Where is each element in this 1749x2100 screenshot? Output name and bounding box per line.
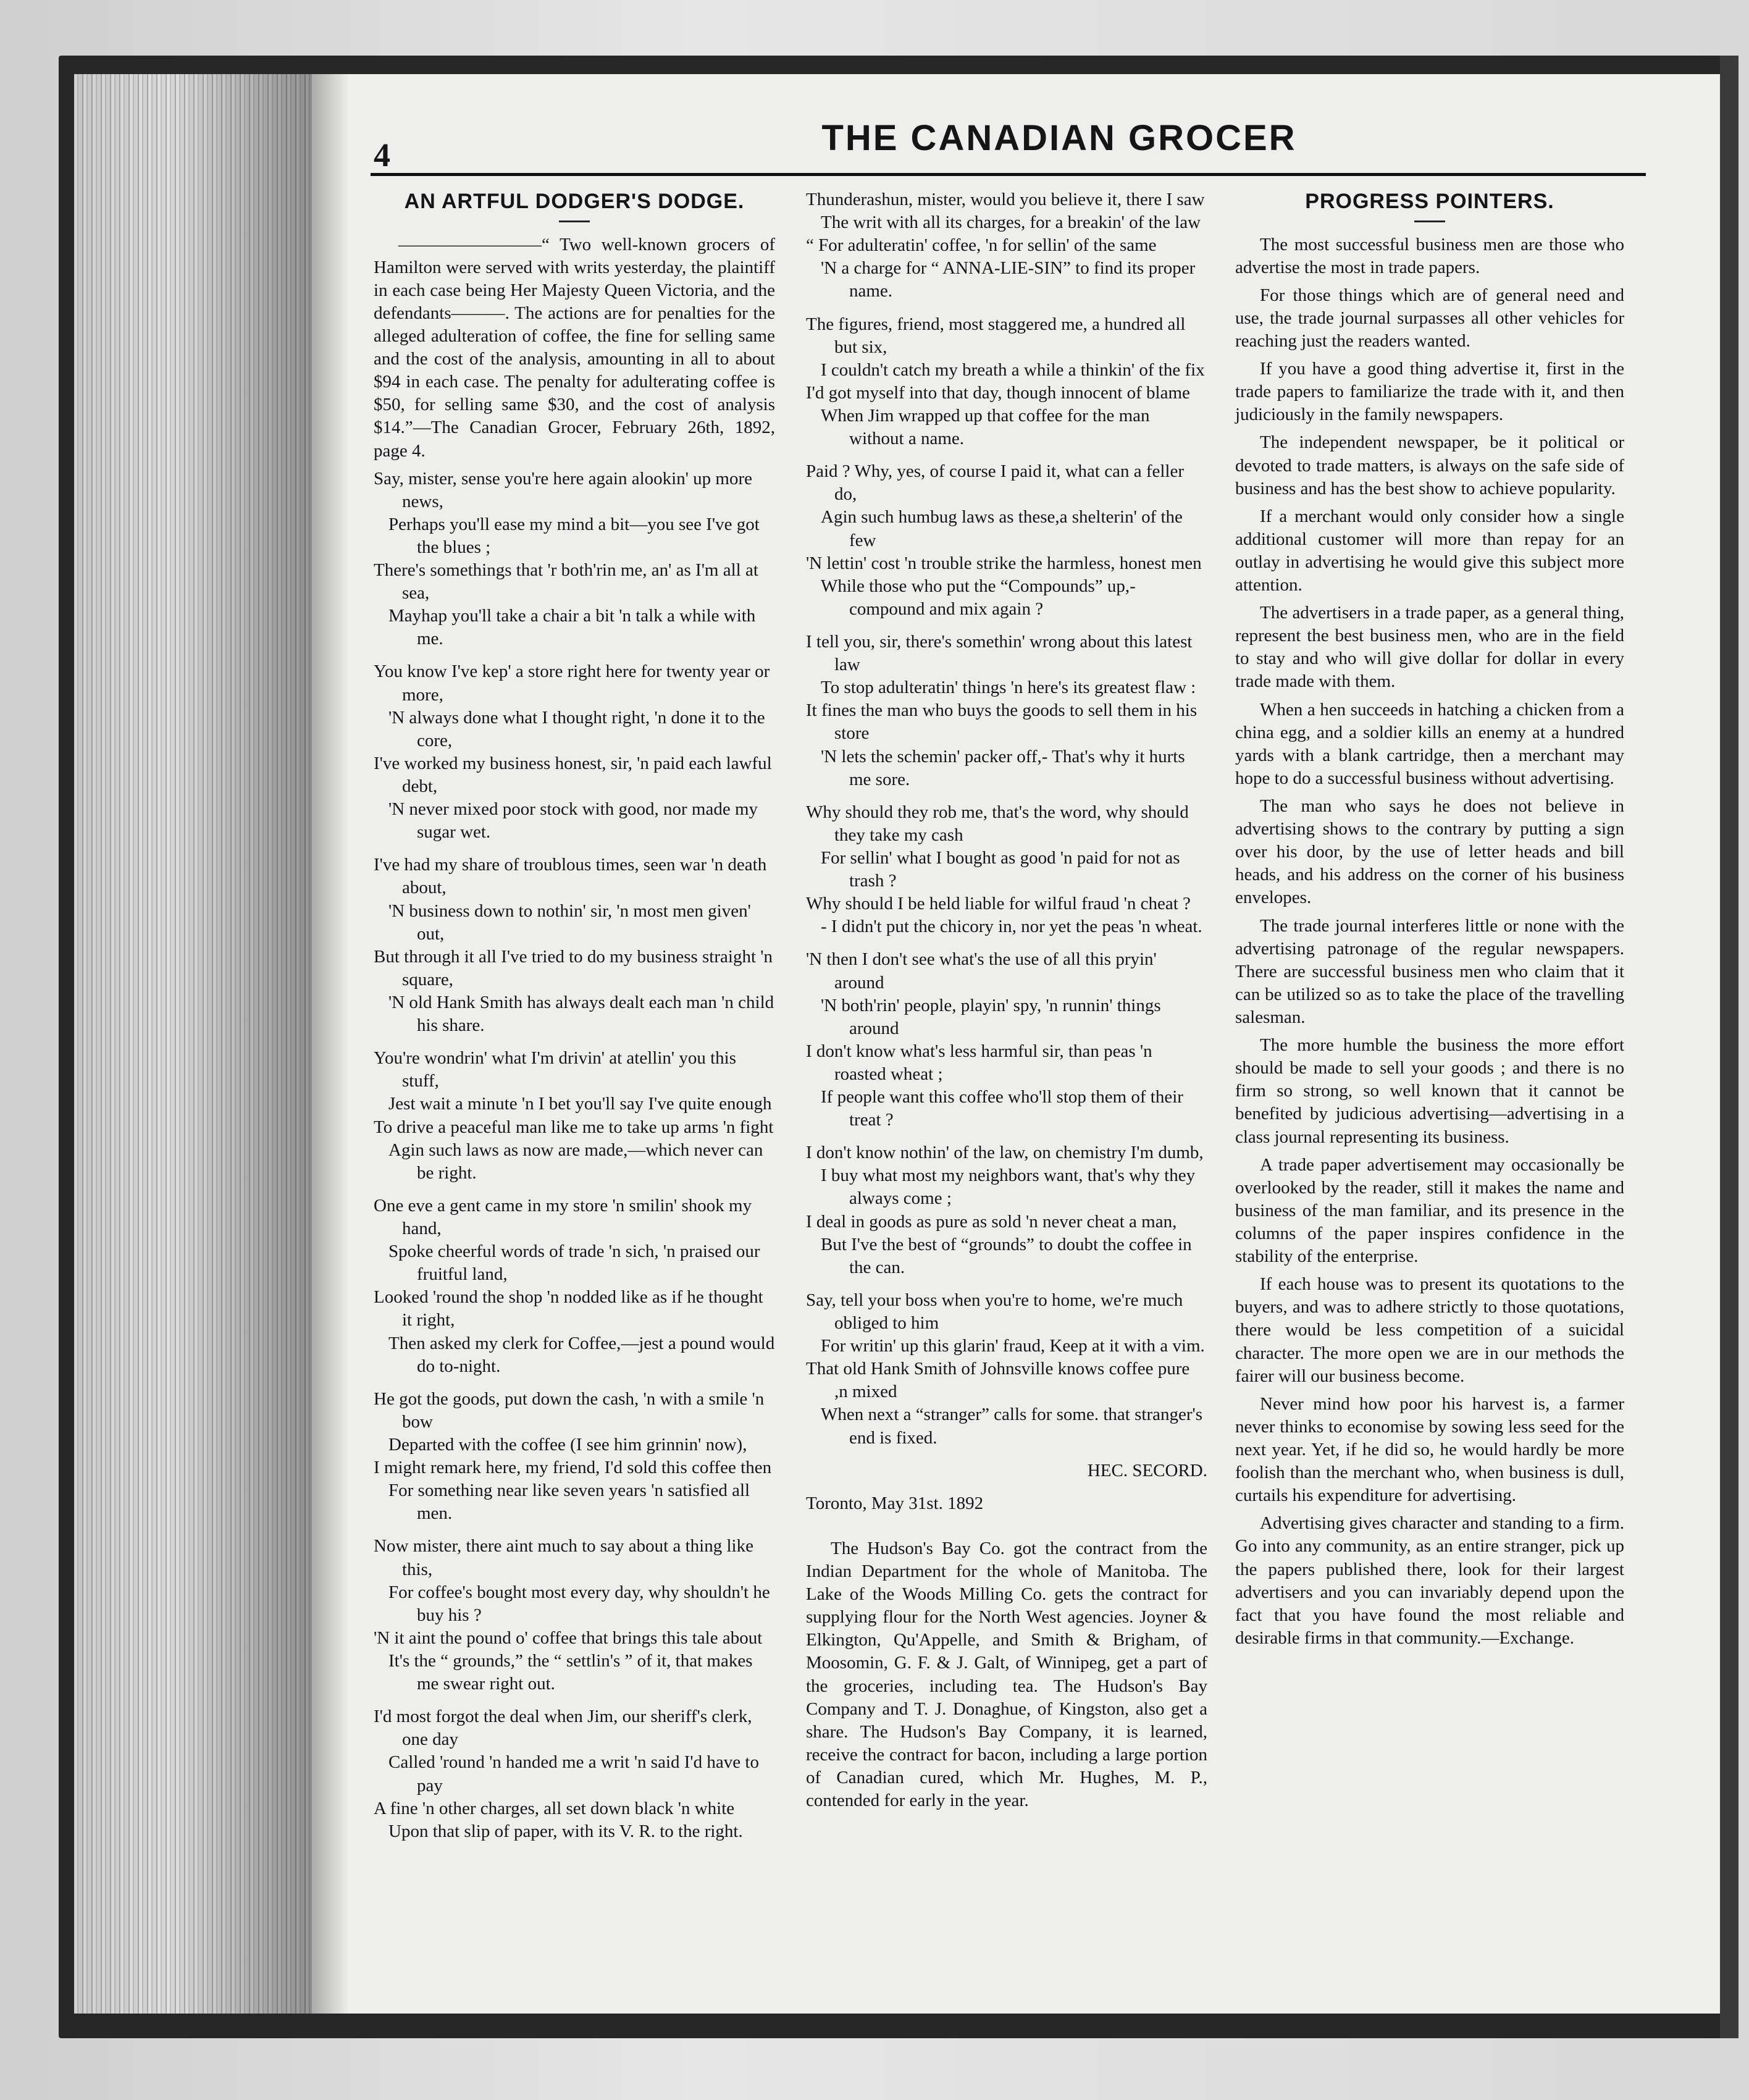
- poem-line: For sellin' what I bought as good 'n paid for not as trash ?: [821, 847, 1180, 891]
- poem-line: That old Hank Smith of Johnsville knows coffee pure ,n mixed: [806, 1359, 1190, 1402]
- poem-line: 'N a charge for “ ANNA-LIE-SIN” to find its proper name.: [821, 258, 1196, 301]
- poem-stanza: [806, 313, 1207, 451]
- poem-line: It fines the man who buys the goods to sell them in his store: [806, 700, 1197, 744]
- poem-part-two: [806, 188, 1207, 1450]
- article-intro: ————————“ Two well-known grocers of Hamilton were served with writs yesterday, the plaintiff in each case being Her Majesty Queen Victoria, and the defendants———. The actions are for penalties for the alleged adulteration of coffee, the fine for selling same and the cost of the analysis, amounting in all to about $94 in each case. The penalty for adulterating coffee is $50, for selling same $30, and the cost of analysis $14.”—The Canadian Grocer, February 26th, 1892, page 4.: [374, 234, 775, 461]
- pointer-paragraph: When a hen succeeds in hatching a chicken from a china egg, and a soldier kills an enemy at a hundred yards with a blank cartridge, then a merchant may hope to do a successful business without advertising.: [1235, 699, 1624, 788]
- poem-line: You're wondrin' what I'm drivin' at atellin' you this stuff,: [374, 1048, 737, 1091]
- poem-line: Called 'round 'n handed me a writ 'n said I'd have to pay: [388, 1752, 759, 1796]
- poem-line: Why should they rob me, that's the word, why should they take my cash: [806, 802, 1189, 845]
- poem-line: I might remark here, my friend, I'd sold this coffee then: [374, 1458, 772, 1478]
- poem-stanza: [374, 1047, 775, 1185]
- poem-stanza: [374, 1195, 775, 1378]
- poem-stanza: [806, 1141, 1207, 1279]
- pointer-paragraph: Advertising gives character and standing to a firm. Go into any community, as an entire stranger, pick up the papers published there, look for their largest advertisers and you can invariably depend upon the fact that you have found the most reliable and desirable firms in that community.—Exchange.: [1235, 1513, 1624, 1648]
- article-heading: AN ARTFUL DODGER'S DODGE.: [374, 188, 775, 222]
- poem-line: Now mister, there aint much to say about a thing like this,: [374, 1536, 753, 1579]
- binding-edge: [1720, 56, 1739, 2038]
- pointer-paragraph: The man who says he does not believe in advertising shows to the contrary by putting a sign over his door, by the use of letter heads and bill heads, and his address on the corner of his business envelopes.: [1235, 796, 1624, 908]
- poem-line: 'N old Hank Smith has always dealt each man 'n child his share.: [388, 993, 774, 1036]
- poem-line: I deal in goods as pure as sold 'n never cheat a man,: [806, 1211, 1177, 1232]
- pointer-paragraph: The more humble the business the more effort should be made to sell your goods ; and there is no firm so strong, so well known that it cannot be benefited by judicious advertising—advertising in a class journal representing its business.: [1235, 1035, 1624, 1147]
- section-heading: PROGRESS POINTERS.: [1235, 188, 1624, 222]
- poem-line: While those who put the “Compounds” up,-compound and mix again ?: [821, 576, 1136, 619]
- poem-line: I buy what most my neighbors want, that's why they always come ;: [821, 1166, 1196, 1209]
- poem-line: For something near like seven years 'n satisfied all men.: [388, 1480, 750, 1524]
- poem-line: But I've the best of “grounds” to doubt the coffee in the can.: [821, 1234, 1192, 1277]
- newspaper-page: [312, 74, 1720, 2014]
- column-right: [1235, 188, 1624, 1655]
- pointer-paragraph: The advertisers in a trade paper, as a general thing, represent the best business men, who are in the field to stay and who will give dollar for dollar in every trade made with them.: [1235, 603, 1624, 692]
- poem-stanza: [374, 1535, 775, 1695]
- poem-stanza: [806, 801, 1207, 939]
- poem-line: To drive a peaceful man like me to take up arms 'n fight: [374, 1117, 774, 1137]
- poem-line: Agin such humbug laws as these,a shelterin' of the few: [821, 507, 1183, 550]
- poem-line: 'N both'rin' people, playin' spy, 'n runnin' things around: [821, 995, 1161, 1038]
- poem-line: 'N never mixed poor stock with good, nor made my sugar wet.: [388, 799, 758, 842]
- poem-line: I tell you, sir, there's somethin' wrong about this latest law: [806, 631, 1193, 675]
- poem-line: I don't know what's less harmful sir, than peas 'n roasted wheat ;: [806, 1041, 1152, 1084]
- pointer-paragraph: For those things which are of general need and use, the trade journal surpasses all other vehicles for reaching just the readers wanted.: [1235, 285, 1624, 351]
- poem-line: To stop adulteratin' things 'n here's its greatest flaw :: [821, 678, 1196, 698]
- poem-line: When Jim wrapped up that coffee for the man without a name.: [821, 405, 1150, 449]
- poem-line: The figures, friend, most staggered me, a hundred all but six,: [806, 314, 1186, 357]
- poem-line: I'd got myself into that day, though innocent of blame: [806, 382, 1190, 403]
- progress-pointers-list: [1235, 233, 1624, 1650]
- poem-line: 'N it aint the pound o' coffee that brings this tale about: [374, 1628, 763, 1648]
- pointer-paragraph: If a merchant would only consider how a single additional customer will more than repay for an outlay in advertising he would give this subject more attention.: [1235, 506, 1624, 595]
- page-number: 4: [374, 136, 390, 174]
- poem-stanza: [806, 1289, 1207, 1450]
- poem-line: - I didn't put the chicory in, nor yet the peas 'n wheat.: [821, 917, 1202, 937]
- pointer-paragraph: Never mind how poor his harvest is, a farmer never thinks to economise by sowing less seed for the next year. Yet, if he did so, he would hardly be more foolish than the merchant who, when business is dull, curtails his expenditure for advertising.: [1235, 1393, 1624, 1506]
- poem-line: Why should I be held liable for wilful fraud 'n cheat ?: [806, 894, 1191, 914]
- poem-stanza: [806, 948, 1207, 1132]
- poem-line: Thunderashun, mister, would you believe it, there I saw: [806, 190, 1205, 209]
- poem-line: “ For adulteratin' coffee, 'n for sellin' of the same: [806, 235, 1157, 256]
- poem-line: 'N always done what I thought right, 'n done it to the core,: [388, 707, 765, 750]
- poem-stanza: [806, 188, 1207, 303]
- poem-line: 'N lets the schemin' packer off,- That's why it hurts me sore.: [821, 746, 1185, 789]
- poem-line: One eve a gent came in my store 'n smilin' shook my hand,: [374, 1195, 752, 1238]
- poem-line: For writin' up this glarin' fraud, Keep at it with a vim.: [821, 1336, 1205, 1356]
- poem-line: Jest wait a minute 'n I bet you'll say I've quite enough: [388, 1094, 772, 1114]
- poem-line: Paid ? Why, yes, of course I paid it, what can a feller do,: [806, 461, 1185, 505]
- poem-line: When next a “stranger” calls for some. that stranger's end is fixed.: [821, 1405, 1203, 1448]
- poem-line: Departed with the coffee (I see him grinnin' now),: [388, 1434, 747, 1455]
- poem-line: But through it all I've tried to do my business straight 'n square,: [374, 946, 773, 989]
- poem-part-one: [374, 468, 775, 1843]
- poem-stanza: [806, 460, 1207, 621]
- poem-line: Spoke cheerful words of trade 'n sich, 'n praised our fruitful land,: [388, 1241, 760, 1285]
- poem-line: Say, tell your boss when you're to home, we're much obliged to him: [806, 1290, 1183, 1334]
- poem-stanza: [374, 1705, 775, 1843]
- poem-line: 'N then I don't see what's the use of all this pryin' around: [806, 949, 1157, 993]
- pointer-paragraph: The independent newspaper, be it political or devoted to trade matters, is always on the safe side of business and has the best show to achieve popularity.: [1235, 432, 1624, 498]
- poem-line: I've worked my business honest, sir, 'n paid each lawful debt,: [374, 753, 772, 797]
- page-stack-edge: [74, 74, 315, 2014]
- pointer-paragraph: A trade paper advertisement may occasionally be overlooked by the reader, still it makes the name and business of the man familiar, and its presence in the columns of the paper inspires confidence in the stability of the enterprise.: [1235, 1154, 1624, 1267]
- news-item: The Hudson's Bay Co. got the contract from the Indian Department for the whole of Manitoba. The Lake of the Woods Milling Co. gets the contract for supplying flour for the North West agencies. Joyner & Elkington, Qu'Appelle, and Smith & Brigham, of Moosomin, G. F. & J. Galt, of Winnipeg, get a part of the groceries, including tea. The Hudson's Bay Company and T. J. Donaghue, of Kingston, also get a share. The Hudson's Bay Company, it is learned, receive the contract for bacon, including a large portion of Canadian cured, which Mr. Hughes, M. P., contended for early in the year.: [806, 1538, 1207, 1811]
- poem-line: 'N business down to nothin' sir, 'n most men given' out,: [388, 901, 751, 944]
- column-left: [374, 188, 775, 1853]
- pointer-paragraph: The most successful business men are those who advertise the most in trade papers.: [1235, 234, 1624, 277]
- poem-line: It's the “ grounds,” the “ settlin's ” of it, that makes me swear right out.: [388, 1650, 753, 1694]
- pointer-paragraph: If you have a good thing advertise it, first in the trade papers to familiarize the trade with it, and then judiciously in the family newspapers.: [1235, 359, 1624, 425]
- poem-line: You know I've kep' a store right here for twenty year or more,: [374, 662, 770, 705]
- poem-line: Mayhap you'll take a chair a bit 'n talk a while with me.: [388, 606, 756, 649]
- poem-line: There's somethings that 'r both'rin me, an' as I'm all at sea,: [374, 560, 758, 603]
- poem-line: Looked 'round the shop 'n nodded like as if he thought it right,: [374, 1287, 763, 1330]
- poem-line: For coffee's bought most every day, why shouldn't he buy his ?: [388, 1582, 770, 1625]
- poem-stanza: [374, 468, 775, 651]
- poem-stanza: [806, 631, 1207, 791]
- poem-line: I'd most forgot the deal when Jim, our sheriff's clerk, one day: [374, 1707, 752, 1750]
- poem-signature: HEC. SECORD.: [1087, 1460, 1207, 1480]
- column-middle: [806, 188, 1207, 1817]
- poem-line: Say, mister, sense you're here again alookin' up more news,: [374, 468, 753, 511]
- poem-line: A fine 'n other charges, all set down black 'n white: [374, 1798, 735, 1818]
- poem-line: The writ with all its charges, for a breakin' of the law: [821, 212, 1201, 233]
- pointer-paragraph: The trade journal interferes little or none with the advertising patronage of the regular newspapers. There are successful business men who claim that it can be utilized so as to take the place of the travelling salesman.: [1235, 915, 1624, 1028]
- poem-stanza: [374, 660, 775, 844]
- poem-line: He got the goods, put down the cash, 'n with a smile 'n bow: [374, 1388, 765, 1432]
- poem-line: If people want this coffee who'll stop them of their treat ?: [821, 1087, 1183, 1130]
- pointer-paragraph: If each house was to present its quotations to the buyers, and was to adhere strictly to those quotations, there would be less competition of a suicidal character. The more open we are in our methods the fairer will our business become.: [1235, 1274, 1624, 1386]
- poem-line: Agin such laws as now are made,—which never can be right.: [388, 1140, 763, 1183]
- poem-line: Then asked my clerk for Coffee,—jest a pound would do to-night.: [388, 1333, 775, 1376]
- poem-line: Perhaps you'll ease my mind a bit—you see I've got the blues ;: [388, 514, 760, 557]
- poem-line: Upon that slip of paper, with its V. R. to the right.: [388, 1821, 743, 1841]
- poem-line: I couldn't catch my breath a while a thinkin' of the fix: [821, 359, 1205, 380]
- poem-dateline: Toronto, May 31st. 1892: [806, 1493, 984, 1513]
- poem-stanza: [374, 1388, 775, 1526]
- poem-line: I've had my share of troublous times, seen war 'n death about,: [374, 855, 767, 898]
- poem-line: I don't know nothin' of the law, on chemistry I'm dumb,: [806, 1143, 1204, 1163]
- masthead-rule: [371, 173, 1646, 176]
- poem-line: 'N lettin' cost 'n trouble strike the harmless, honest men: [806, 553, 1202, 573]
- masthead-title: THE CANADIAN GROCER: [821, 118, 1297, 158]
- poem-stanza: [374, 854, 775, 1037]
